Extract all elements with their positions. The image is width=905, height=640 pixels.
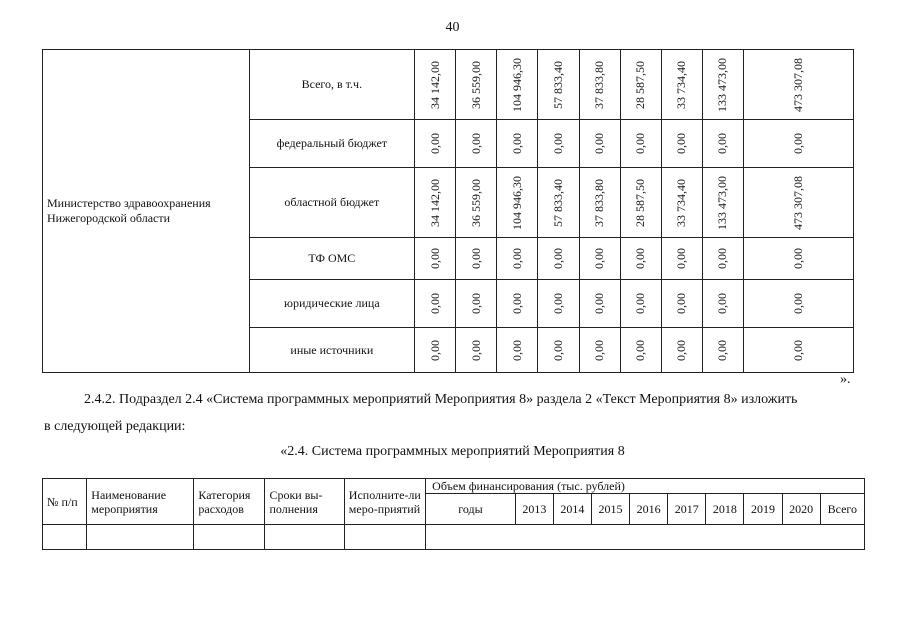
value-text: 0,00 (509, 339, 524, 361)
value-text: 133 473,00 (715, 57, 730, 112)
funding-source-label: областной бюджет (249, 168, 414, 238)
year-header-2018: 2018 (706, 494, 744, 525)
year-value-cell (456, 328, 497, 373)
year-value-cell (702, 120, 743, 168)
year-header-2015: 2015 (591, 494, 629, 525)
value-text: 0,00 (790, 339, 805, 361)
value-text: 0,00 (592, 293, 607, 314)
value-text: 0,00 (427, 248, 442, 269)
year-value-cell (620, 280, 661, 328)
year-value-cell (456, 280, 497, 328)
year-header-2013: 2013 (515, 494, 553, 525)
value-text: 0,00 (550, 339, 565, 361)
col-header-category: Категория расходов (194, 479, 265, 525)
year-header-2014: 2014 (553, 494, 591, 525)
year-value-cell (538, 120, 579, 168)
col-header-terms: Сроки вы-полнения (265, 479, 344, 525)
total-header: Всего (820, 494, 864, 525)
funding-source-label: юридические лица (249, 280, 414, 328)
paragraph-line-1: 2.4.2. Подраздел 2.4 «Система программных мероприятий Мероприятия 8» раздела 2 «Текст Мероприятия 8» изложить (84, 392, 798, 407)
value-text: 0,00 (790, 133, 805, 154)
year-value-cell (579, 50, 620, 120)
total-value-cell (743, 280, 853, 328)
year-value-cell (620, 168, 661, 238)
total-value-cell (743, 328, 853, 373)
year-header-2016: 2016 (630, 494, 668, 525)
year-value-cell (661, 280, 702, 328)
year-value-cell (620, 328, 661, 373)
value-text: 57 833,40 (550, 178, 565, 227)
value-text: 104 946,30 (509, 175, 524, 230)
value-text: 0,00 (468, 293, 483, 314)
paragraph-line-2: в следующей редакции: (44, 419, 186, 434)
year-value-cell (497, 168, 538, 238)
year-value-cell (661, 50, 702, 120)
blank-cell (426, 525, 865, 550)
value-text: 0,00 (468, 339, 483, 361)
year-value-cell (456, 168, 497, 238)
value-text: 33 734,40 (674, 60, 689, 109)
value-text: 0,00 (715, 339, 730, 361)
value-text: 0,00 (509, 293, 524, 314)
value-text: 0,00 (550, 293, 565, 314)
value-text: 0,00 (715, 133, 730, 154)
ministry-name: Министерство здравоохранения Нижегородской области (43, 50, 250, 373)
page-number: 40 (445, 20, 460, 35)
year-header-2020: 2020 (782, 494, 820, 525)
year-value-cell (415, 238, 456, 280)
year-value-cell (620, 120, 661, 168)
value-text: 36 559,00 (468, 60, 483, 109)
value-text: 133 473,00 (715, 175, 730, 230)
budget-table (42, 49, 854, 373)
year-value-cell (579, 238, 620, 280)
value-text: 0,00 (674, 133, 689, 154)
year-value-cell (415, 120, 456, 168)
total-value-cell (743, 168, 853, 238)
closing-quote: ». (840, 372, 851, 387)
col-header-name: Наименование мероприятия (87, 479, 194, 525)
value-text: 0,00 (592, 133, 607, 154)
year-value-cell (497, 50, 538, 120)
year-value-cell (579, 280, 620, 328)
year-value-cell (497, 238, 538, 280)
blank-cell (87, 525, 194, 550)
year-value-cell (497, 328, 538, 373)
value-text: 0,00 (715, 293, 730, 314)
year-value-cell (415, 50, 456, 120)
year-value-cell (456, 238, 497, 280)
year-value-cell (415, 280, 456, 328)
value-text: 0,00 (790, 248, 805, 269)
year-value-cell (661, 238, 702, 280)
blank-cell (194, 525, 265, 550)
value-text: 37 833,80 (592, 178, 607, 227)
year-value-cell (497, 280, 538, 328)
funding-source-label: Всего, в т.ч. (249, 50, 414, 120)
total-value-cell (743, 238, 853, 280)
value-text: 36 559,00 (468, 178, 483, 227)
value-text: 0,00 (592, 248, 607, 269)
blank-cell (344, 525, 425, 550)
value-text: 0,00 (427, 293, 442, 314)
year-value-cell (579, 168, 620, 238)
value-text: 28 587,50 (633, 178, 648, 227)
year-value-cell (497, 120, 538, 168)
year-value-cell (538, 168, 579, 238)
year-value-cell (620, 238, 661, 280)
year-value-cell (579, 328, 620, 373)
value-text: 0,00 (509, 133, 524, 154)
year-value-cell (702, 238, 743, 280)
year-value-cell (661, 328, 702, 373)
funding-source-label: иные источники (249, 328, 414, 373)
value-text: 473 307,08 (790, 175, 805, 230)
year-value-cell (702, 328, 743, 373)
years-label: годы (426, 494, 516, 525)
value-text: 33 734,40 (674, 178, 689, 227)
value-text: 0,00 (715, 248, 730, 269)
value-text: 28 587,50 (633, 60, 648, 109)
year-value-cell (702, 50, 743, 120)
funding-source-label: федеральный бюджет (249, 120, 414, 168)
year-value-cell (620, 50, 661, 120)
year-value-cell (538, 238, 579, 280)
value-text: 0,00 (550, 133, 565, 154)
value-text: 0,00 (427, 133, 442, 154)
value-text: 37 833,80 (592, 60, 607, 109)
section-heading: «2.4. Система программных мероприятий Мероприятия 8 (280, 444, 625, 459)
total-value-cell (743, 120, 853, 168)
year-value-cell (538, 328, 579, 373)
year-value-cell (415, 328, 456, 373)
value-text: 0,00 (468, 133, 483, 154)
value-text: 0,00 (674, 248, 689, 269)
value-text: 0,00 (674, 293, 689, 314)
year-value-cell (456, 120, 497, 168)
funding-source-label: ТФ ОМС (249, 238, 414, 280)
value-text: 0,00 (633, 133, 648, 154)
value-text: 0,00 (633, 293, 648, 314)
year-value-cell (579, 120, 620, 168)
blank-cell (43, 525, 87, 550)
value-text: 0,00 (550, 248, 565, 269)
year-value-cell (538, 280, 579, 328)
year-value-cell (415, 168, 456, 238)
year-header-2019: 2019 (744, 494, 782, 525)
value-text: 104 946,30 (509, 57, 524, 112)
value-text: 0,00 (633, 339, 648, 361)
budget-row (43, 50, 854, 120)
value-text: 0,00 (427, 339, 442, 361)
value-text: 34 142,00 (427, 178, 442, 227)
program-table (42, 478, 865, 550)
value-text: 0,00 (592, 339, 607, 361)
value-text: 0,00 (674, 339, 689, 361)
total-value-cell (743, 50, 853, 120)
value-text: 0,00 (468, 248, 483, 269)
year-value-cell (661, 168, 702, 238)
value-text: 0,00 (509, 248, 524, 269)
financing-header: Объем финансирования (тыс. рублей) (426, 479, 865, 494)
value-text: 0,00 (790, 293, 805, 314)
year-value-cell (456, 50, 497, 120)
value-text: 473 307,08 (790, 57, 805, 112)
col-header-executors: Исполните-ли меро-приятий (344, 479, 425, 525)
value-text: 0,00 (633, 248, 648, 269)
year-value-cell (538, 50, 579, 120)
year-value-cell (702, 168, 743, 238)
year-value-cell (661, 120, 702, 168)
value-text: 34 142,00 (427, 60, 442, 109)
value-text: 57 833,40 (550, 60, 565, 109)
year-value-cell (702, 280, 743, 328)
year-header-2017: 2017 (668, 494, 706, 525)
col-header-number: № п/п (43, 479, 87, 525)
blank-cell (265, 525, 344, 550)
